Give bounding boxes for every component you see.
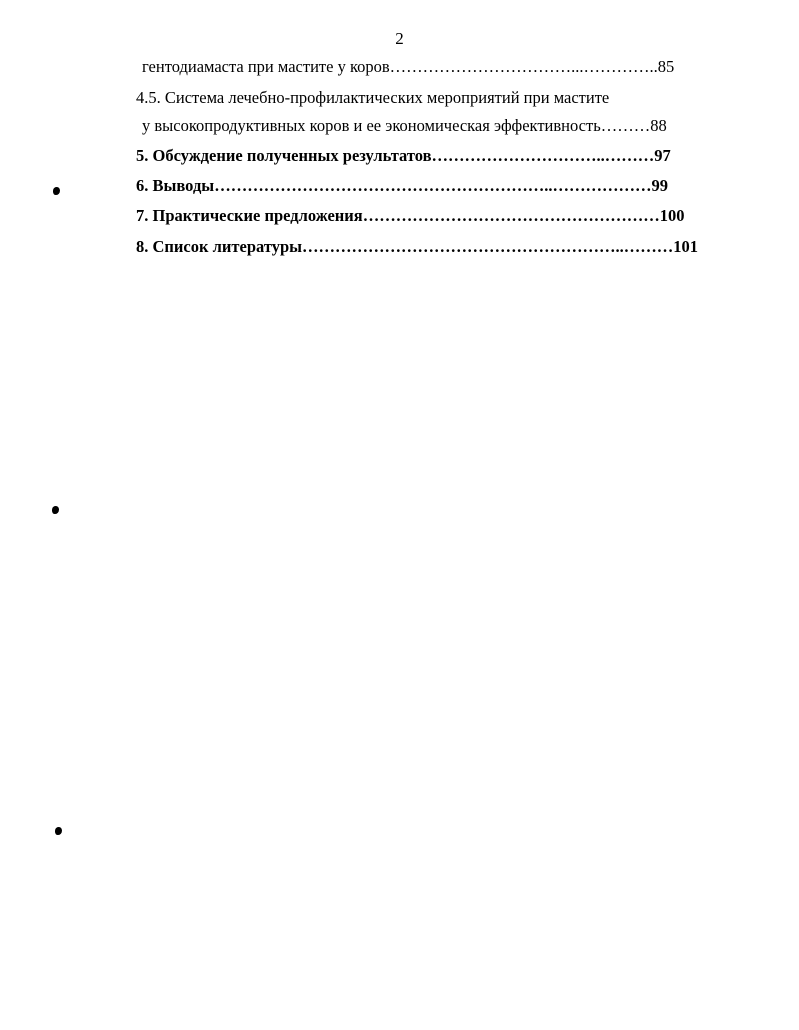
toc-entry-page: 99 — [651, 176, 668, 195]
toc-entry-text: 6. Выводы……………………………………………………..……………… — [136, 176, 652, 195]
toc-entry-text: 7. Практические предложения……………………………………………… — [136, 206, 660, 225]
toc-entry-page: 88 — [650, 116, 667, 135]
toc-entry-page: 97 — [654, 146, 671, 165]
toc-entry-4-5 — [136, 88, 609, 108]
toc-entry-7 — [136, 206, 685, 226]
binder-hole-mark-top — [53, 187, 60, 195]
toc-entry-text: 4.5. Система лечебно-профилактических мероприятий при мастите — [136, 88, 610, 107]
page-number: 2 — [395, 29, 404, 48]
toc-entry-page: 101 — [673, 237, 699, 256]
toc-entry-6 — [136, 176, 668, 196]
toc-entry-4-4-continued — [142, 57, 674, 77]
toc-entry-text: 5. Обсуждение полученных результатов…………………………..……… — [136, 146, 655, 165]
binder-hole-mark-middle — [52, 506, 59, 514]
toc-entry-text: у высокопродуктивных коров и ее экономическая эффективность……… — [142, 116, 651, 135]
toc-entry-4-5-continued — [142, 116, 667, 136]
toc-entry-8 — [136, 237, 698, 257]
toc-entry-text: гентодиамаста при мастите у коров……………………………...………….. — [142, 57, 658, 76]
toc-entry-page: 85 — [657, 57, 675, 76]
toc-entry-text: 8. Список литературы…………………………………………………..……… — [136, 237, 674, 256]
toc-entry-page: 100 — [659, 206, 685, 225]
binder-hole-mark-bottom — [55, 827, 62, 835]
toc-entry-5 — [136, 146, 671, 166]
